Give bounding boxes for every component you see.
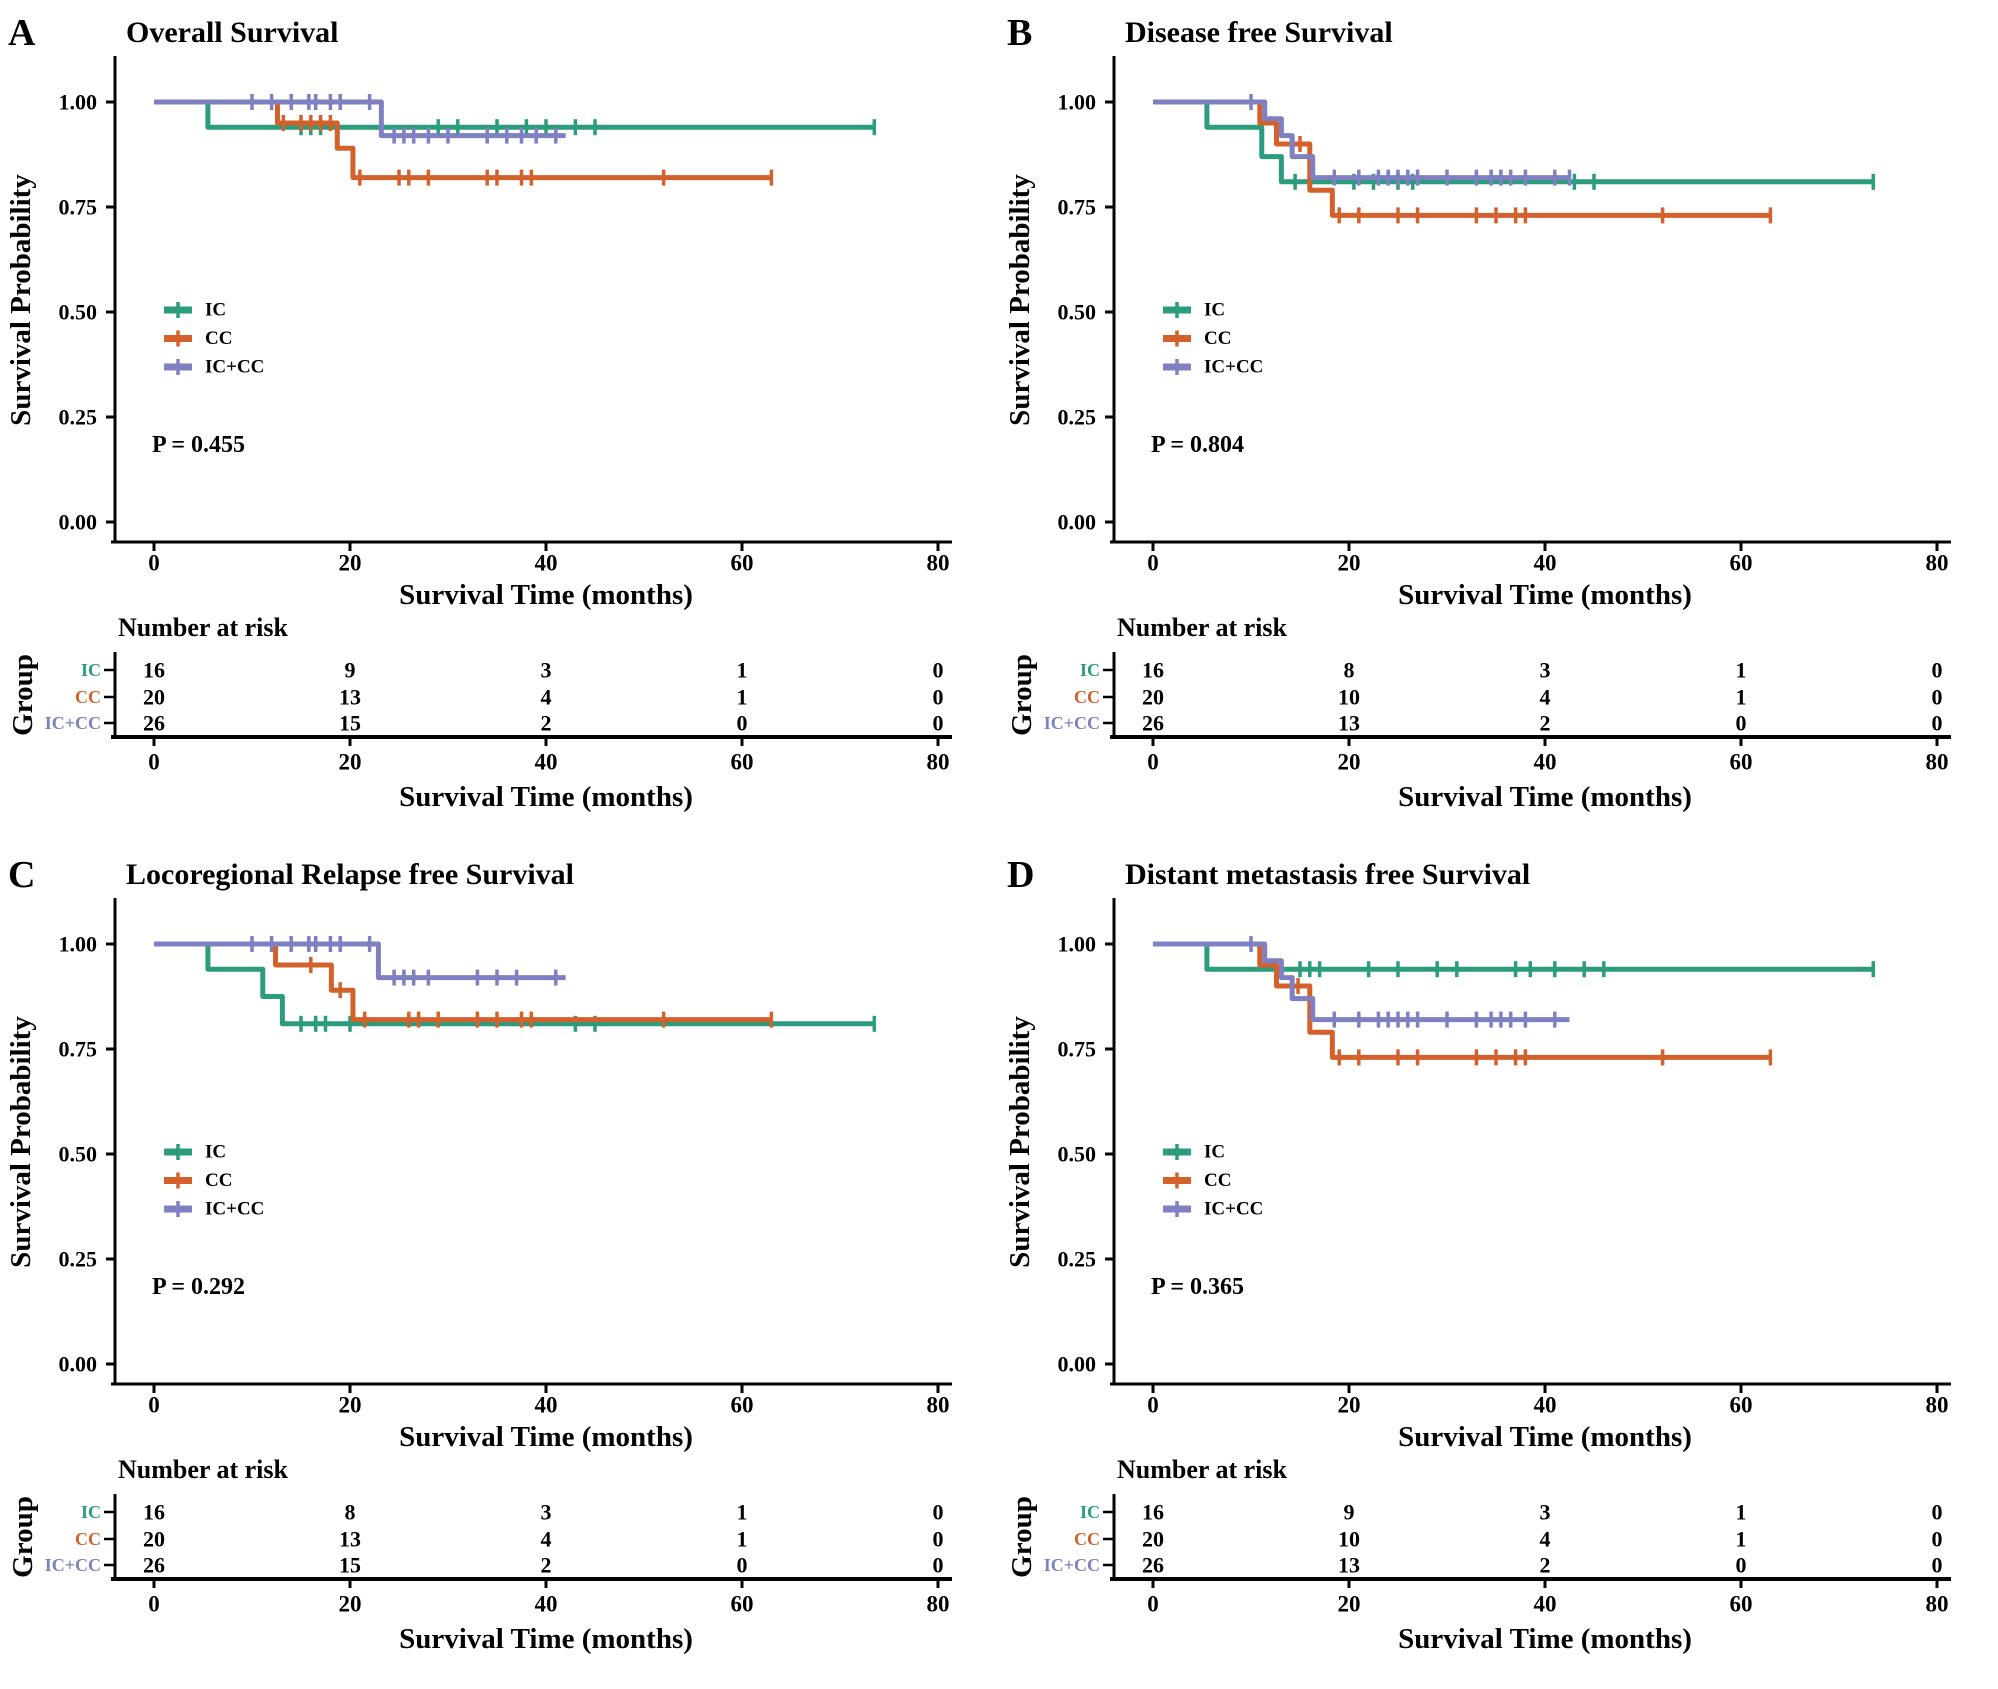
km-curve-CC bbox=[1153, 944, 1770, 1057]
risk-count: 13 bbox=[339, 684, 361, 710]
panel-b-group-axis-label: Group bbox=[1006, 654, 1038, 736]
y-tick-label: 1.00 bbox=[58, 931, 97, 957]
risk-count: 0 bbox=[1735, 710, 1747, 736]
panel-a-plot bbox=[0, 0, 999, 842]
y-tick-label: 0.00 bbox=[1057, 1351, 1096, 1377]
y-tick-label: 0.00 bbox=[1057, 509, 1096, 535]
panel-b-plot bbox=[999, 0, 1998, 842]
panel-d-p-value: P = 0.365 bbox=[1151, 1274, 1245, 1300]
risk-x-tick-label: 40 bbox=[534, 749, 558, 775]
risk-count: 0 bbox=[1735, 1552, 1747, 1578]
x-tick-label: 20 bbox=[338, 1392, 362, 1418]
risk-row-label-IC: IC bbox=[1079, 1502, 1100, 1522]
risk-count: 1 bbox=[736, 1499, 748, 1525]
risk-count: 4 bbox=[540, 684, 552, 710]
y-tick-label: 0.25 bbox=[1057, 404, 1096, 430]
risk-count: 20 bbox=[1142, 1526, 1164, 1552]
risk-count: 9 bbox=[344, 657, 356, 683]
risk-x-tick-label: 0 bbox=[1147, 1591, 1159, 1617]
y-tick-label: 0.25 bbox=[58, 404, 97, 430]
risk-count: 8 bbox=[344, 1499, 356, 1525]
km-curve-IC bbox=[154, 102, 874, 127]
risk-count: 3 bbox=[1539, 1499, 1551, 1525]
risk-count: 3 bbox=[540, 657, 552, 683]
x-tick-label: 20 bbox=[1337, 1392, 1361, 1418]
risk-row-label-IC+CC: IC+CC bbox=[1043, 1555, 1100, 1575]
x-tick-label: 80 bbox=[1925, 1392, 1949, 1418]
risk-row-label-CC: CC bbox=[1074, 687, 1100, 707]
y-tick-label: 0.25 bbox=[58, 1246, 97, 1272]
risk-count: 16 bbox=[143, 657, 165, 683]
risk-count: 10 bbox=[1338, 684, 1360, 710]
legend-label-IC+CC: IC+CC bbox=[205, 1198, 265, 1220]
panel-c bbox=[0, 842, 999, 1684]
y-tick-label: 0.50 bbox=[58, 299, 97, 325]
risk-row-label-CC: CC bbox=[1074, 1529, 1100, 1549]
y-tick-label: 0.00 bbox=[58, 509, 97, 535]
x-tick-label: 40 bbox=[534, 1392, 558, 1418]
x-tick-label: 20 bbox=[1337, 550, 1361, 576]
legend-label-CC: CC bbox=[1204, 1170, 1232, 1191]
risk-x-tick-label: 40 bbox=[1533, 749, 1557, 775]
risk-row-label-CC: CC bbox=[75, 687, 101, 707]
risk-x-tick-label: 60 bbox=[730, 749, 754, 775]
risk-count: 13 bbox=[1338, 1552, 1360, 1578]
km-curve-CC bbox=[154, 102, 771, 178]
risk-count: 0 bbox=[1931, 684, 1943, 710]
x-tick-label: 60 bbox=[730, 1392, 754, 1418]
panel-b-label: B bbox=[1007, 12, 1033, 54]
x-tick-label: 0 bbox=[148, 1392, 160, 1418]
risk-count: 15 bbox=[339, 710, 361, 736]
risk-count: 0 bbox=[1931, 710, 1943, 736]
y-tick-label: 0.75 bbox=[58, 1036, 97, 1062]
y-tick-label: 0.50 bbox=[58, 1141, 97, 1167]
panel-a bbox=[0, 0, 999, 842]
risk-x-tick-label: 80 bbox=[926, 749, 950, 775]
risk-count: 0 bbox=[932, 1499, 944, 1525]
risk-x-tick-label: 20 bbox=[338, 1591, 362, 1617]
risk-count: 1 bbox=[1735, 1499, 1747, 1525]
x-tick-label: 80 bbox=[926, 550, 950, 576]
panel-a-y-axis-title: Survival Probability bbox=[5, 174, 37, 426]
risk-count: 20 bbox=[143, 684, 165, 710]
risk-count: 0 bbox=[932, 1552, 944, 1578]
y-tick-label: 1.00 bbox=[1057, 89, 1096, 115]
risk-count: 1 bbox=[1735, 657, 1747, 683]
risk-count: 2 bbox=[540, 1552, 552, 1578]
y-tick-label: 0.50 bbox=[1057, 299, 1096, 325]
risk-count: 16 bbox=[143, 1499, 165, 1525]
y-tick-label: 0.25 bbox=[1057, 1246, 1096, 1272]
x-tick-label: 0 bbox=[1147, 550, 1159, 576]
km-curve-CC bbox=[154, 944, 771, 1020]
risk-count: 2 bbox=[1539, 710, 1551, 736]
panel-b bbox=[999, 0, 1998, 842]
km-curve-IC+CC bbox=[1153, 102, 1570, 178]
km-curve-IC+CC bbox=[1153, 944, 1570, 1020]
risk-count: 0 bbox=[932, 1526, 944, 1552]
km-curve-IC+CC bbox=[154, 944, 566, 978]
legend-label-IC+CC: IC+CC bbox=[1204, 1198, 1264, 1220]
x-tick-label: 60 bbox=[1729, 550, 1753, 576]
risk-count: 1 bbox=[736, 657, 748, 683]
panel-d-risk-header: Number at risk bbox=[1117, 1455, 1287, 1484]
panel-b-x-axis-title: Survival Time (months) bbox=[1398, 579, 1692, 611]
x-tick-label: 20 bbox=[338, 550, 362, 576]
x-tick-label: 60 bbox=[1729, 1392, 1753, 1418]
km-curve-CC bbox=[1153, 102, 1770, 215]
panel-d-label: D bbox=[1007, 854, 1035, 896]
risk-count: 13 bbox=[339, 1526, 361, 1552]
risk-count: 4 bbox=[540, 1526, 552, 1552]
risk-count: 10 bbox=[1338, 1526, 1360, 1552]
panel-c-p-value: P = 0.292 bbox=[152, 1274, 246, 1300]
risk-x-tick-label: 20 bbox=[1337, 749, 1361, 775]
risk-count: 4 bbox=[1539, 684, 1551, 710]
risk-row-label-IC: IC bbox=[80, 660, 101, 680]
y-tick-label: 1.00 bbox=[58, 89, 97, 115]
risk-count: 8 bbox=[1343, 657, 1355, 683]
risk-x-tick-label: 20 bbox=[338, 749, 362, 775]
km-curve-IC+CC bbox=[154, 102, 566, 136]
x-tick-label: 0 bbox=[148, 550, 160, 576]
y-tick-label: 1.00 bbox=[1057, 931, 1096, 957]
risk-x-tick-label: 40 bbox=[1533, 1591, 1557, 1617]
risk-row-label-IC: IC bbox=[80, 1502, 101, 1522]
risk-count: 0 bbox=[1931, 1552, 1943, 1578]
risk-count: 1 bbox=[1735, 1526, 1747, 1552]
panel-a-title: Overall Survival bbox=[126, 16, 339, 49]
risk-x-tick-label: 20 bbox=[1337, 1591, 1361, 1617]
risk-count: 0 bbox=[736, 1552, 748, 1578]
panel-c-x-axis-title: Survival Time (months) bbox=[399, 1421, 693, 1453]
risk-count: 0 bbox=[1931, 1526, 1943, 1552]
risk-count: 1 bbox=[1735, 684, 1747, 710]
risk-count: 20 bbox=[143, 1526, 165, 1552]
risk-x-tick-label: 80 bbox=[926, 1591, 950, 1617]
risk-count: 13 bbox=[1338, 710, 1360, 736]
risk-row-label-CC: CC bbox=[75, 1529, 101, 1549]
y-tick-label: 0.75 bbox=[1057, 194, 1096, 220]
panel-d-title: Distant metastasis free Survival bbox=[1125, 858, 1531, 891]
risk-x-tick-label: 60 bbox=[730, 1591, 754, 1617]
panel-d-plot bbox=[999, 842, 1998, 1684]
risk-row-label-IC+CC: IC+CC bbox=[1043, 713, 1100, 733]
risk-count: 3 bbox=[540, 1499, 552, 1525]
y-tick-label: 0.50 bbox=[1057, 1141, 1096, 1167]
panel-d-y-axis-title: Survival Probability bbox=[1004, 1016, 1036, 1268]
risk-count: 3 bbox=[1539, 657, 1551, 683]
risk-count: 20 bbox=[1142, 684, 1164, 710]
risk-count: 2 bbox=[1539, 1552, 1551, 1578]
risk-x-tick-label: 60 bbox=[1729, 1591, 1753, 1617]
risk-row-label-IC+CC: IC+CC bbox=[44, 1555, 101, 1575]
panel-b-risk-x-axis-title: Survival Time (months) bbox=[1398, 781, 1692, 813]
risk-count: 0 bbox=[932, 710, 944, 736]
legend-label-IC: IC bbox=[205, 1141, 227, 1163]
legend-label-CC: CC bbox=[205, 328, 233, 349]
risk-count: 26 bbox=[143, 710, 165, 736]
risk-count: 0 bbox=[1931, 1499, 1943, 1525]
risk-count: 1 bbox=[736, 684, 748, 710]
risk-count: 16 bbox=[1142, 1499, 1164, 1525]
risk-x-tick-label: 80 bbox=[1925, 1591, 1949, 1617]
risk-count: 0 bbox=[1931, 657, 1943, 683]
x-tick-label: 40 bbox=[1533, 1392, 1557, 1418]
legend-label-IC+CC: IC+CC bbox=[1204, 356, 1264, 378]
risk-count: 1 bbox=[736, 1526, 748, 1552]
panel-a-risk-header: Number at risk bbox=[118, 613, 288, 642]
panel-c-title: Locoregional Relapse free Survival bbox=[126, 858, 575, 891]
x-tick-label: 80 bbox=[1925, 550, 1949, 576]
risk-count: 0 bbox=[736, 710, 748, 736]
risk-count: 0 bbox=[932, 657, 944, 683]
panel-c-y-axis-title: Survival Probability bbox=[5, 1016, 37, 1268]
risk-x-tick-label: 0 bbox=[148, 749, 160, 775]
y-tick-label: 0.75 bbox=[58, 194, 97, 220]
risk-x-tick-label: 40 bbox=[534, 1591, 558, 1617]
risk-row-label-IC: IC bbox=[1079, 660, 1100, 680]
panel-c-group-axis-label: Group bbox=[7, 1496, 39, 1578]
risk-count: 26 bbox=[1142, 710, 1164, 736]
panel-d-risk-x-axis-title: Survival Time (months) bbox=[1398, 1623, 1692, 1655]
y-tick-label: 0.00 bbox=[58, 1351, 97, 1377]
panel-d-x-axis-title: Survival Time (months) bbox=[1398, 1421, 1692, 1453]
legend-label-IC+CC: IC+CC bbox=[205, 356, 265, 378]
risk-count: 16 bbox=[1142, 657, 1164, 683]
panel-a-x-axis-title: Survival Time (months) bbox=[399, 579, 693, 611]
panel-c-risk-header: Number at risk bbox=[118, 1455, 288, 1484]
x-tick-label: 0 bbox=[1147, 1392, 1159, 1418]
risk-count: 0 bbox=[932, 684, 944, 710]
risk-count: 15 bbox=[339, 1552, 361, 1578]
panel-b-title: Disease free Survival bbox=[1125, 16, 1393, 49]
legend-label-CC: CC bbox=[205, 1170, 233, 1191]
panel-a-label: A bbox=[8, 12, 36, 54]
panel-b-risk-header: Number at risk bbox=[1117, 613, 1287, 642]
risk-row-label-IC+CC: IC+CC bbox=[44, 713, 101, 733]
x-tick-label: 80 bbox=[926, 1392, 950, 1418]
panel-a-risk-x-axis-title: Survival Time (months) bbox=[399, 781, 693, 813]
risk-count: 26 bbox=[143, 1552, 165, 1578]
panel-c-label: C bbox=[8, 854, 36, 896]
risk-x-tick-label: 60 bbox=[1729, 749, 1753, 775]
risk-count: 2 bbox=[540, 710, 552, 736]
legend-label-IC: IC bbox=[1204, 299, 1226, 321]
panel-d-group-axis-label: Group bbox=[1006, 1496, 1038, 1578]
panel-d bbox=[999, 842, 1998, 1684]
panel-b-y-axis-title: Survival Probability bbox=[1004, 174, 1036, 426]
risk-x-tick-label: 80 bbox=[1925, 749, 1949, 775]
legend-label-CC: CC bbox=[1204, 328, 1232, 349]
panel-a-p-value: P = 0.455 bbox=[152, 432, 246, 458]
panel-a-group-axis-label: Group bbox=[7, 654, 39, 736]
km-curve-IC bbox=[154, 944, 874, 1024]
x-tick-label: 60 bbox=[730, 550, 754, 576]
risk-x-tick-label: 0 bbox=[148, 1591, 160, 1617]
panel-c-plot bbox=[0, 842, 999, 1684]
risk-count: 4 bbox=[1539, 1526, 1551, 1552]
legend-label-IC: IC bbox=[1204, 1141, 1226, 1163]
panel-b-p-value: P = 0.804 bbox=[1151, 432, 1245, 458]
risk-x-tick-label: 0 bbox=[1147, 749, 1159, 775]
y-tick-label: 0.75 bbox=[1057, 1036, 1096, 1062]
risk-count: 26 bbox=[1142, 1552, 1164, 1578]
risk-count: 9 bbox=[1343, 1499, 1355, 1525]
legend-label-IC: IC bbox=[205, 299, 227, 321]
panel-c-risk-x-axis-title: Survival Time (months) bbox=[399, 1623, 693, 1655]
x-tick-label: 40 bbox=[1533, 550, 1557, 576]
x-tick-label: 40 bbox=[534, 550, 558, 576]
